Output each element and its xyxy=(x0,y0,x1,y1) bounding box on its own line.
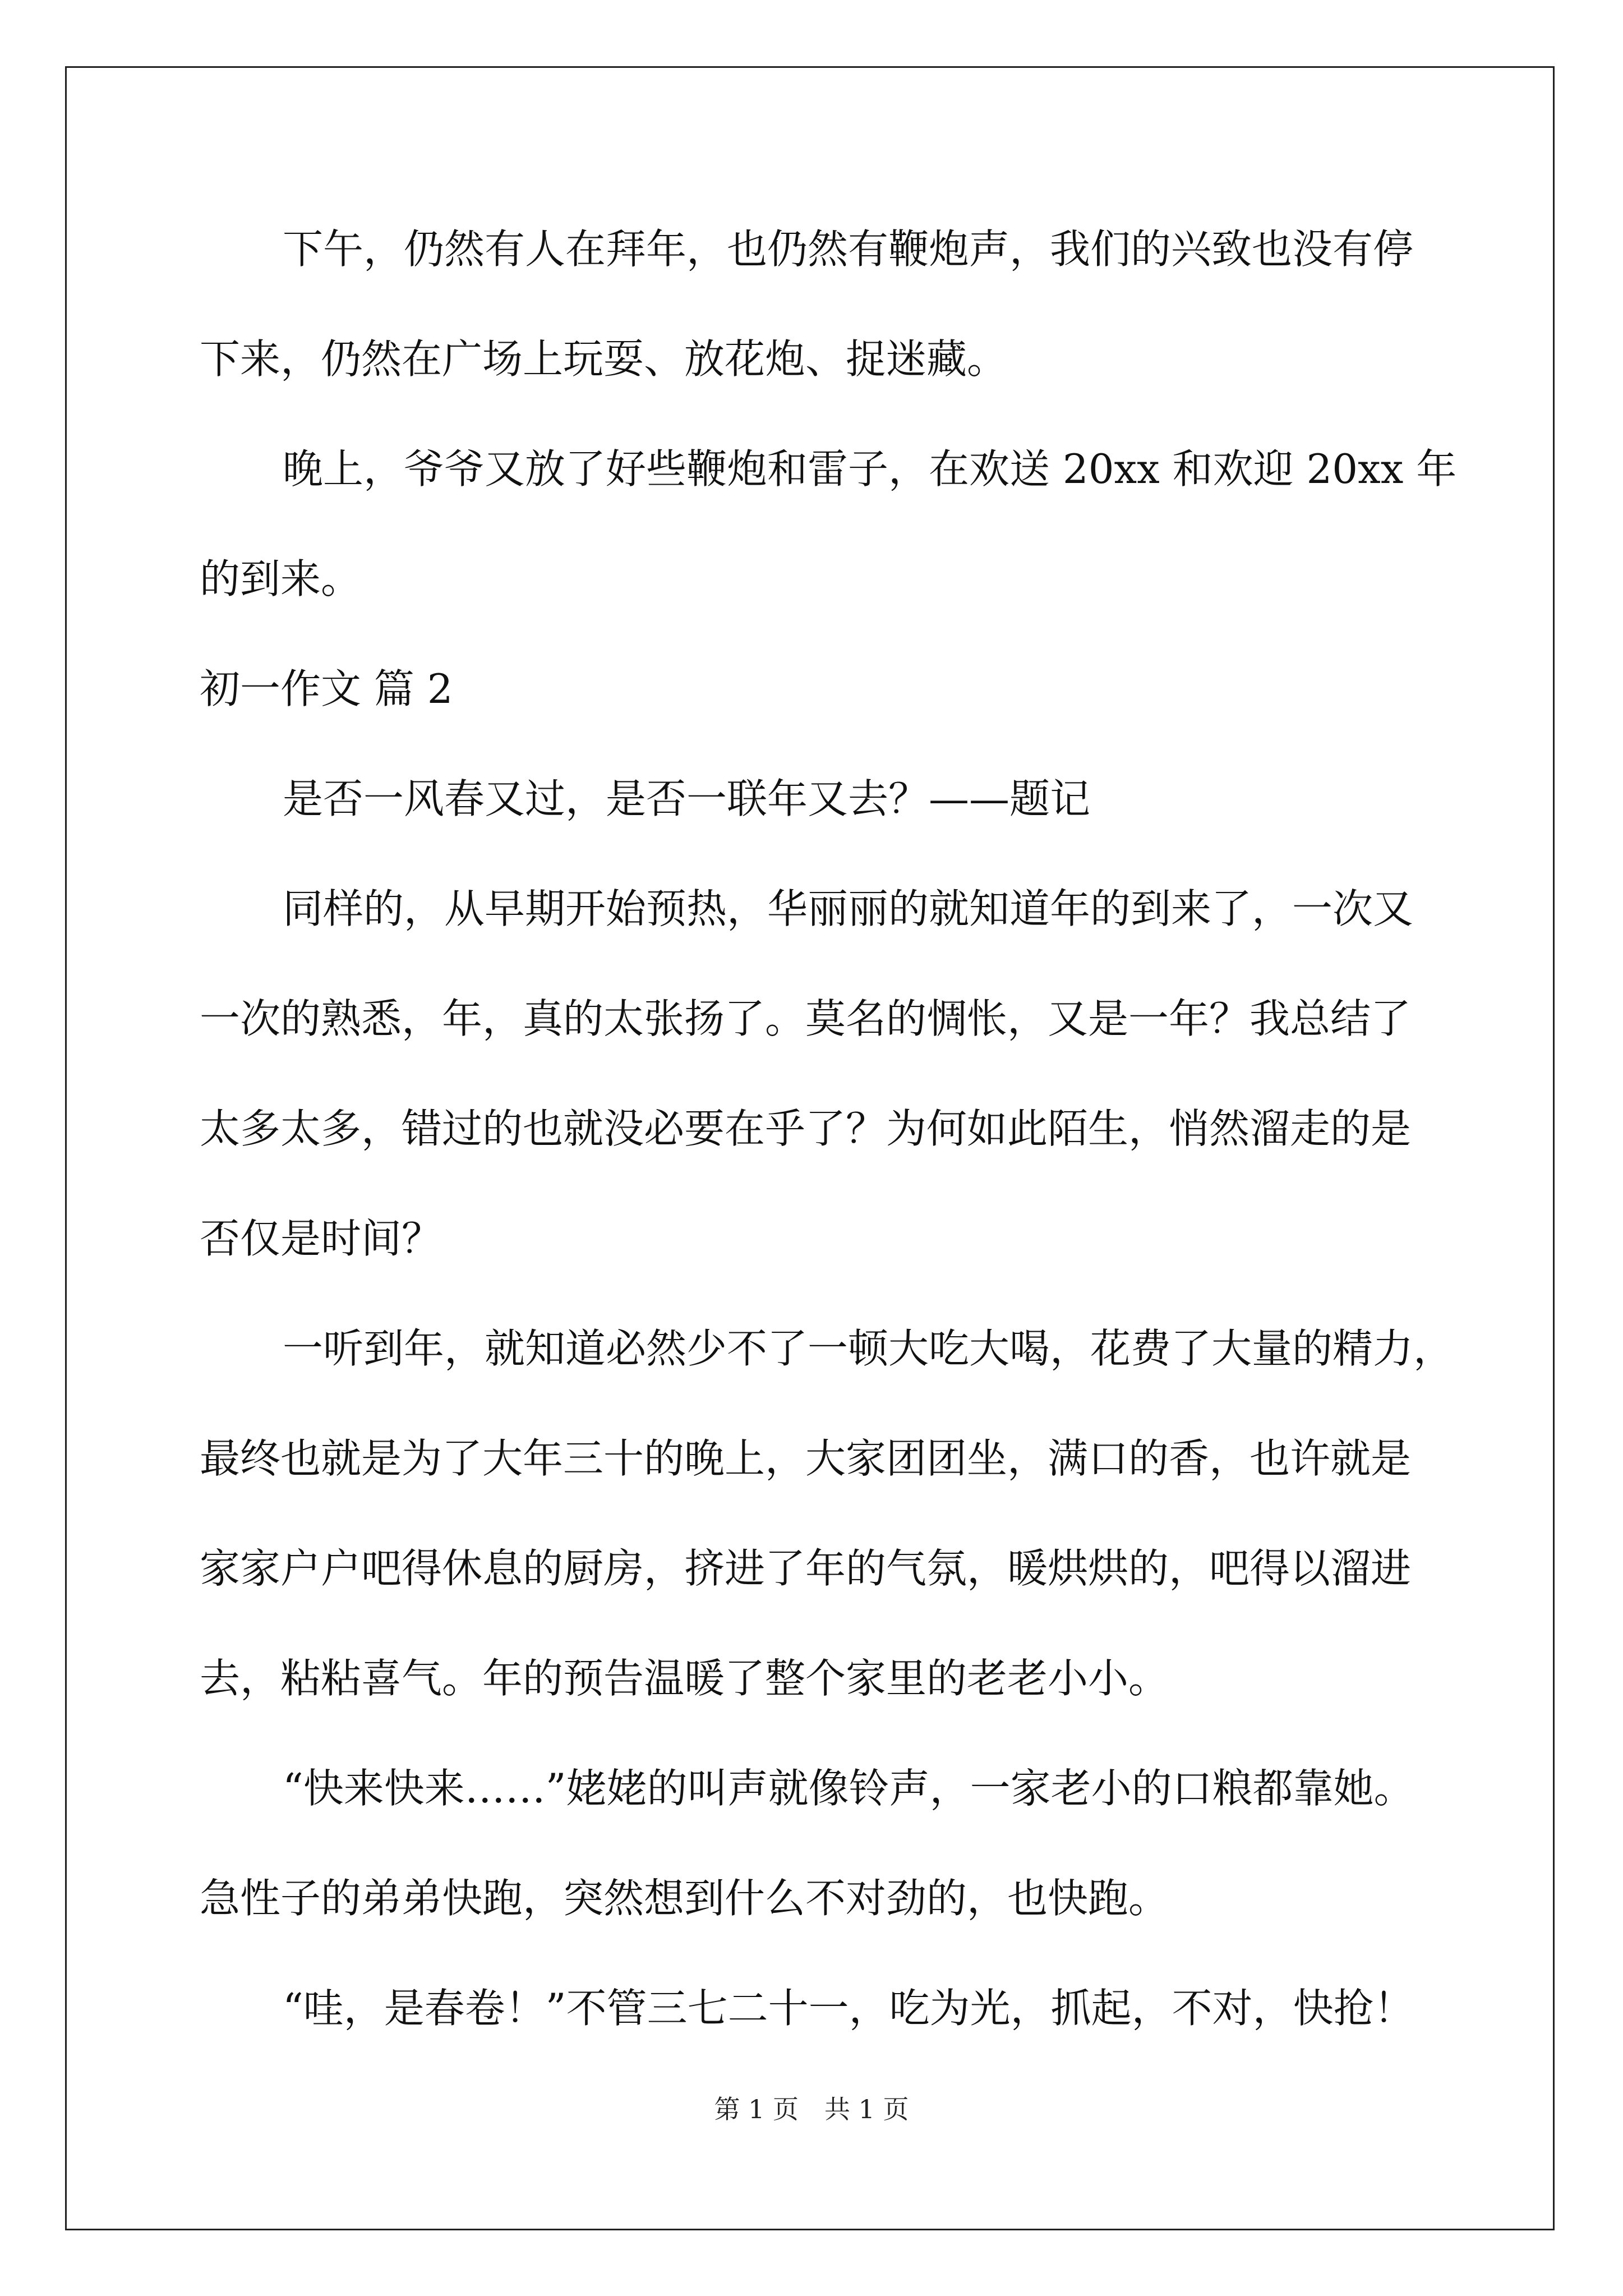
text-line: 家家户户吧得休息的厨房，挤进了年的气氛，暖烘烘的，吧得以溜进 xyxy=(200,1545,1412,1592)
page-footer: 第 1 页 共 1 页 xyxy=(714,2094,909,2124)
text-line: 一听到年，就知道必然少不了一顿大吃大喝，花费了大量的精力， xyxy=(283,1325,1454,1372)
text-line: 一次的熟悉，年，真的太张扬了。莫名的惆怅，又是一年？我总结了 xyxy=(200,995,1412,1042)
text-line: 最终也就是为了大年三十的晚上，大家团团坐，满口的香，也许就是 xyxy=(200,1435,1412,1482)
text-line: 下来，仍然在广场上玩耍、放花炮、捉迷藏。 xyxy=(200,335,1008,383)
text-line: 的到来。 xyxy=(200,555,362,602)
text-line: “哇，是春卷！”不管三七二十一，吃为光，抓起，不对，快抢！ xyxy=(283,1985,1414,2032)
epigraph-line: 是否一风春又过，是否一联年又去？——题记 xyxy=(283,775,1091,822)
text-line: “快来快来……”姥姥的叫声就像铃声，一家老小的口粮都靠她。 xyxy=(283,1765,1414,1812)
text-line: 同样的，从早期开始预热，华丽丽的就知道年的到来了，一次又 xyxy=(283,885,1414,932)
text-line: 晚上，爷爷又放了好些鞭炮和雷子，在欢送 20xx 和欢迎 20xx 年 xyxy=(283,445,1457,493)
section-heading: 初一作文 篇 2 xyxy=(200,665,453,712)
text-line: 去，粘粘喜气。年的预告温暖了整个家里的老老小小。 xyxy=(200,1655,1169,1702)
text-line: 下午，仍然有人在拜年，也仍然有鞭炮声，我们的兴致也没有停 xyxy=(283,226,1414,273)
text-line: 急性子的弟弟快跑，突然想到什么不对劲的，也快跑。 xyxy=(200,1875,1169,1922)
text-line: 太多太多，错过的也就没必要在乎了？为何如此陌生，悄然溜走的是 xyxy=(200,1105,1412,1152)
document-body xyxy=(200,218,1457,2087)
text-line: 否仅是时间？ xyxy=(200,1215,442,1262)
